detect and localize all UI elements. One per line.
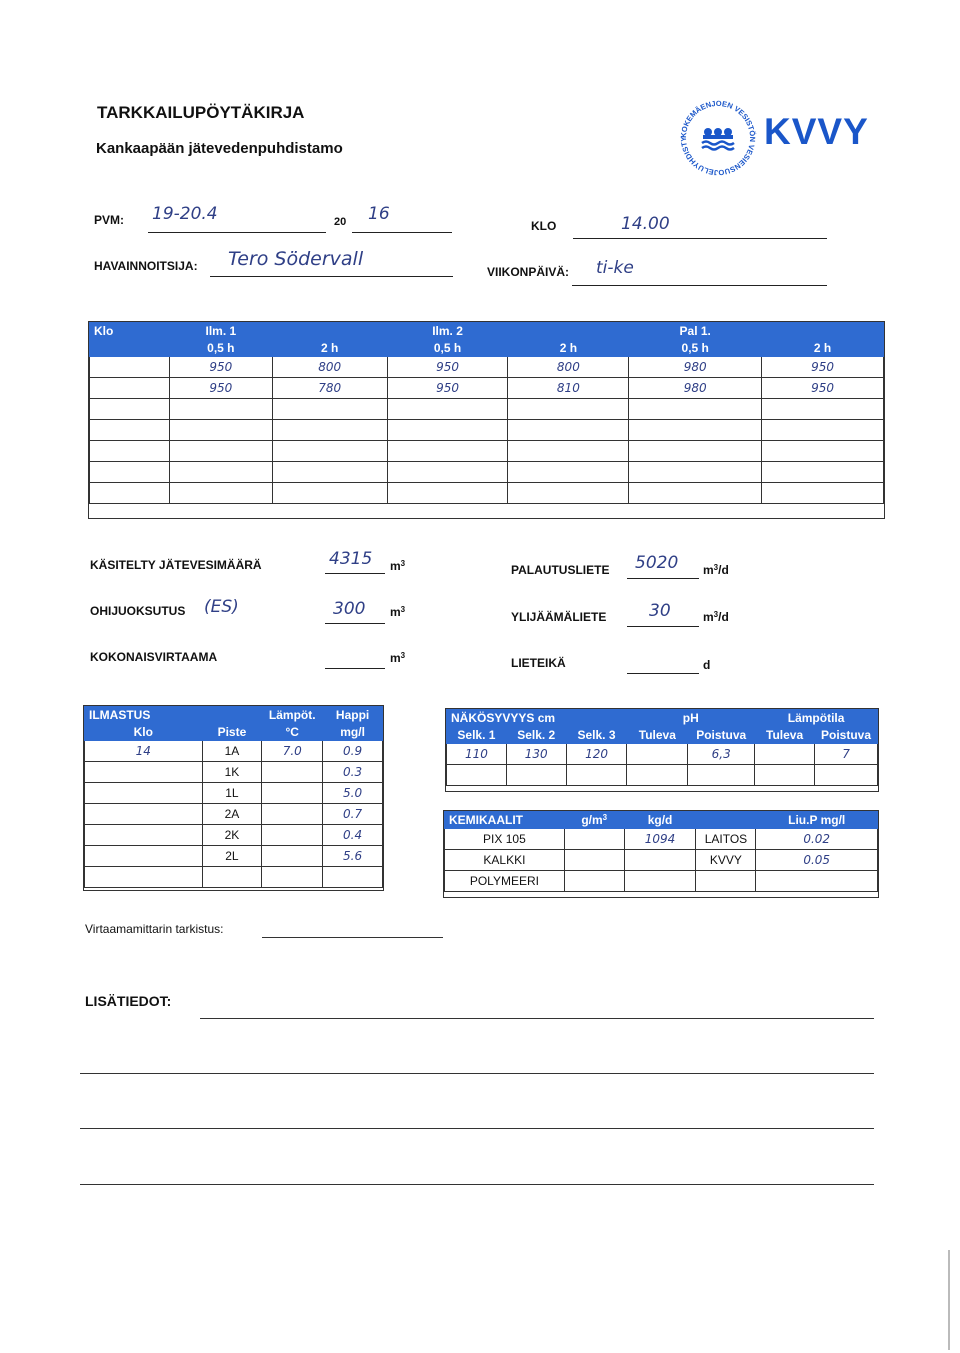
ilm-cell[interactable] (762, 441, 884, 462)
ilmastus-lampo-label: Lämpöt. (262, 707, 323, 724)
chem-liup[interactable] (756, 871, 878, 892)
ohijuoksutus-unit: $m^3$ (390, 605, 406, 619)
viikonpaiva-field[interactable] (572, 254, 827, 286)
lampo-poistuva-value[interactable]: 7 (815, 744, 878, 765)
ilmastus-piste-cell: 2A (202, 804, 262, 825)
ilm-cell[interactable] (762, 483, 884, 504)
ilm-cell[interactable] (90, 399, 170, 420)
pvm-label: PVM: (94, 213, 124, 227)
ilm-cell[interactable] (169, 483, 272, 504)
kemikaalit-title: KEMIKAALIT (445, 812, 565, 829)
ilm-cell[interactable] (762, 462, 884, 483)
ilmastus-happi-unit: mg/l (323, 724, 383, 741)
ilm-cell[interactable] (272, 420, 387, 441)
nakosyvyys-table (446, 709, 878, 786)
ilm-cell[interactable]: 810 (508, 378, 629, 399)
ilmastus-lampo-cell[interactable]: 7.0 (262, 741, 323, 762)
kemikaalit-kgd-label: kg/d (624, 812, 696, 829)
ilmastus-piste-cell: 1L (202, 783, 262, 804)
selk1-value[interactable]: 110 (447, 744, 507, 765)
ilm-sub-ilm2-05: 0,5 h (387, 340, 508, 357)
ilm-sub-ilm2-2: 2 h (508, 340, 629, 357)
havainnoitsija-label: HAVAINNOITSIJA: (94, 259, 198, 273)
pvm-field[interactable] (148, 200, 326, 233)
ylijaamaliete-value: 30 (649, 601, 671, 621)
palautusliete-label: PALAUTUSLIETE (511, 563, 610, 577)
ilm-cell[interactable] (169, 441, 272, 462)
selk1-label: Selk. 1 (447, 727, 507, 744)
ilmastus-piste-cell: 2L (202, 846, 262, 867)
ilm-sub-klo (90, 340, 170, 357)
ilm-cell[interactable] (272, 462, 387, 483)
ph-tuleva-value[interactable] (627, 744, 688, 765)
selk3-value[interactable]: 120 (566, 744, 627, 765)
chem-liup[interactable]: 0.05 (756, 850, 878, 871)
ilm-sub-ilm1-2: 2 h (272, 340, 387, 357)
ilmastus-title: ILMASTUS (85, 707, 203, 724)
ilmastus-piste-cell: 2K (202, 825, 262, 846)
seal-text: KOKEMÄENJOEN VESISTÖN VESIENSUOJELUYHDISTY (678, 98, 758, 178)
ylijaamaliete-field[interactable] (627, 600, 699, 627)
selk2-label: Selk. 2 (506, 727, 566, 744)
ilmastus-klo-cell[interactable] (85, 825, 203, 846)
chem-liup[interactable]: 0.02 (756, 829, 878, 850)
palautusliete-field[interactable] (627, 552, 699, 579)
ilm-cell[interactable] (90, 420, 170, 441)
ilm-cell[interactable] (90, 357, 170, 378)
lisatiedot-label: LISÄTIEDOT: (85, 993, 172, 1009)
plant-name: Kankaapään jätevedenpuhdistamo (96, 140, 343, 157)
chem-laitos: KVVY (696, 850, 756, 871)
ilm-cell[interactable] (169, 420, 272, 441)
ilmastus-happi-cell[interactable]: 0.9 (323, 741, 383, 762)
ilm-cell[interactable]: 780 (272, 378, 387, 399)
ilm-cell[interactable]: 800 (272, 357, 387, 378)
form-title: TARKKAILUPÖYTÄKIRJA (97, 103, 305, 122)
ilm-cell[interactable] (169, 462, 272, 483)
chem-gm3[interactable] (564, 850, 624, 871)
lampo-tuleva-value[interactable] (755, 744, 815, 765)
ilmastus-lampo-cell[interactable] (262, 825, 323, 846)
ilm-table (89, 322, 884, 504)
ilmastus-empty-cell[interactable] (323, 867, 383, 888)
ilm-header-klo: Klo (90, 323, 170, 340)
ilmastus-klo-cell[interactable] (85, 783, 203, 804)
lieteika-unit: d (703, 658, 711, 672)
ilm-header-blank3 (762, 323, 884, 340)
ilm-cell[interactable] (629, 420, 762, 441)
ylijaamaliete-unit: $m^3/d$ (703, 610, 729, 624)
ilmastus-piste-label: Piste (202, 724, 262, 741)
ilm-cell[interactable] (387, 399, 508, 420)
nakosyvyys-empty-cell[interactable] (755, 765, 815, 786)
kasitelty-value: 4315 (329, 549, 373, 569)
ilmastus-blank (202, 707, 262, 724)
chem-name: POLYMEERI (445, 871, 565, 892)
ilm-cell[interactable] (629, 441, 762, 462)
selk3-label: Selk. 3 (566, 727, 627, 744)
ilmastus-klo-cell[interactable] (85, 804, 203, 825)
ilm-cell[interactable]: 950 (169, 357, 272, 378)
lampo-poistuva-label: Poistuva (815, 727, 878, 744)
ilm-sub-ilm1-05: 0,5 h (169, 340, 272, 357)
klo-field[interactable] (573, 208, 827, 239)
ilmastus-happi-cell[interactable]: 5.6 (323, 846, 383, 867)
ilm-cell[interactable]: 950 (169, 378, 272, 399)
ilmastus-lampo-cell[interactable] (262, 804, 323, 825)
ilm-header-ilm1: Ilm. 1 (169, 323, 272, 340)
nakosyvyys-title: NÄKÖSYVYYS cm (447, 710, 627, 727)
ilmastus-table (84, 706, 383, 888)
ilm-cell[interactable] (272, 399, 387, 420)
ilm-cell[interactable] (508, 441, 629, 462)
ilmastus-klo-label: Klo (85, 724, 203, 741)
kokonaisvirtaama-label: KOKONAISVIRTAAMA (90, 650, 218, 664)
palautusliete-unit: $m^3/d$ (703, 563, 729, 577)
ilm-sub-pal1-2: 2 h (762, 340, 884, 357)
chem-laitos: LAITOS (696, 829, 756, 850)
ilm-cell[interactable] (508, 483, 629, 504)
ilmastus-klo-cell[interactable]: 14 (85, 741, 203, 762)
chem-gm3[interactable] (564, 871, 624, 892)
havainnoitsija-value: Tero Södervall (228, 248, 364, 270)
ilm-cell[interactable] (629, 483, 762, 504)
nakosyvyys-empty-cell[interactable] (566, 765, 627, 786)
ilm-cell[interactable]: 980 (629, 357, 762, 378)
kasitelty-label: KÄSITELTY JÄTEVESIMÄÄRÄ (90, 558, 262, 572)
ilm-cell[interactable] (629, 399, 762, 420)
chem-kgd[interactable] (624, 850, 696, 871)
nakosyvyys-empty-cell[interactable] (447, 765, 507, 786)
ilmastus-lampo-unit: °C (262, 724, 323, 741)
ilm-cell[interactable] (90, 378, 170, 399)
kemikaalit-gm3-label: $g/m^3$ (564, 812, 624, 829)
ilm-cell[interactable] (387, 462, 508, 483)
ilmastus-happi-label: Happi (323, 707, 383, 724)
kvvy-seal-logo (676, 96, 760, 180)
ilm-cell[interactable] (387, 420, 508, 441)
ilm-cell[interactable]: 950 (762, 357, 884, 378)
ilm-header-ilm2: Ilm. 2 (387, 323, 508, 340)
ph-poistuva-label: Poistuva (688, 727, 755, 744)
ilm-cell[interactable]: 980 (629, 378, 762, 399)
ilm-cell[interactable]: 950 (762, 378, 884, 399)
ilmastus-lampo-cell[interactable] (262, 762, 323, 783)
ilm-cell[interactable] (387, 441, 508, 462)
ilm-sub-pal1-05: 0,5 h (629, 340, 762, 357)
ilmastus-piste-cell: 1A (202, 741, 262, 762)
year-prefix: 20 (334, 216, 347, 228)
ilm-cell[interactable]: 950 (387, 357, 508, 378)
lisatiedot-line[interactable] (80, 1073, 874, 1074)
ilm-cell[interactable] (90, 462, 170, 483)
kvvy-logo-text: KVVY (764, 111, 869, 152)
nakosyvyys-empty-cell[interactable] (506, 765, 566, 786)
ilmastus-happi-cell[interactable]: 0.4 (323, 825, 383, 846)
ph-tuleva-label: Tuleva (627, 727, 688, 744)
ilm-cell[interactable] (272, 483, 387, 504)
kemikaalit-liup-label: Liu.P mg/l (756, 812, 878, 829)
ilm-cell[interactable] (508, 462, 629, 483)
ilm-cell[interactable] (508, 399, 629, 420)
year-field[interactable] (352, 200, 452, 233)
ohijuoksutus-note: (ES) (204, 597, 239, 617)
ilm-cell[interactable] (272, 441, 387, 462)
chem-name: PIX 105 (445, 829, 565, 850)
ilmastus-piste-cell: 1K (202, 762, 262, 783)
ilm-header-blank2 (508, 323, 629, 340)
kemikaalit-table (444, 811, 878, 892)
ilmastus-lampo-cell[interactable] (262, 846, 323, 867)
lieteika-label: LIETEIKÄ (511, 656, 566, 670)
ilmastus-lampo-cell[interactable] (262, 783, 323, 804)
ilm-cell[interactable] (762, 420, 884, 441)
lampotila-label: Lämpötila (755, 710, 878, 727)
kasitelty-unit: $m^3$ (390, 559, 406, 573)
viikonpaiva-value: ti-ke (596, 258, 634, 278)
ilm-cell[interactable] (629, 462, 762, 483)
ilmastus-happi-cell[interactable]: 5.0 (323, 783, 383, 804)
ilmastus-empty-cell[interactable] (202, 867, 262, 888)
scan-edge (948, 1250, 950, 1350)
tarkistus-field[interactable] (262, 937, 443, 938)
ohijuoksutus-label: OHIJUOKSUTUS (90, 604, 186, 618)
kokonaisvirtaama-unit: $m^3$ (390, 651, 406, 665)
kasitelty-field[interactable] (325, 548, 385, 574)
ph-poistuva-value[interactable]: 6,3 (688, 744, 755, 765)
ohijuoksutus-field[interactable] (325, 598, 385, 624)
lampo-tuleva-label: Tuleva (755, 727, 815, 744)
ilm-cell[interactable] (387, 483, 508, 504)
ilmastus-empty-cell[interactable] (262, 867, 323, 888)
ilm-cell[interactable]: 950 (387, 378, 508, 399)
tarkistus-label: Virtaamamittarin tarkistus: (85, 922, 224, 936)
klo-label: KLO (531, 219, 557, 233)
year-value: 16 (368, 204, 390, 224)
ilmastus-klo-cell[interactable] (85, 846, 203, 867)
lisatiedot-line[interactable] (200, 1018, 874, 1019)
ilmastus-empty-cell[interactable] (85, 867, 203, 888)
ohijuoksutus-value: 300 (333, 599, 366, 619)
pvm-value: 19-20.4 (152, 204, 218, 224)
ilm-cell[interactable] (762, 399, 884, 420)
ilm-cell[interactable] (169, 399, 272, 420)
lieteika-field[interactable] (627, 648, 699, 674)
kokonaisvirtaama-field[interactable] (325, 643, 385, 669)
ilm-cell[interactable]: 800 (508, 357, 629, 378)
kemikaalit-blank (696, 812, 756, 829)
ilmastus-happi-cell[interactable]: 0.7 (323, 804, 383, 825)
lisatiedot-line[interactable] (80, 1128, 874, 1129)
chem-laitos (696, 871, 756, 892)
nakosyvyys-empty-cell[interactable] (688, 765, 755, 786)
ilmastus-klo-cell[interactable] (85, 762, 203, 783)
palautusliete-value: 5020 (635, 553, 679, 573)
chem-kgd[interactable]: 1094 (624, 829, 696, 850)
ilm-cell[interactable] (508, 420, 629, 441)
chem-name: KALKKI (445, 850, 565, 871)
klo-value: 14.00 (621, 214, 670, 234)
ilm-cell[interactable] (90, 441, 170, 462)
ylijaamaliete-label: YLIJÄÄMÄLIETE (511, 610, 607, 624)
nakosyvyys-empty-cell[interactable] (815, 765, 878, 786)
nakosyvyys-empty-cell[interactable] (627, 765, 688, 786)
ilmastus-happi-cell[interactable]: 0.3 (323, 762, 383, 783)
ilm-cell[interactable] (90, 483, 170, 504)
viikonpaiva-label: VIIKONPÄIVÄ: (487, 265, 570, 279)
ph-label: pH (627, 710, 755, 727)
ilm-header-blank1 (272, 323, 387, 340)
selk2-value[interactable]: 130 (506, 744, 566, 765)
ilm-header-pal1: Pal 1. (629, 323, 762, 340)
chem-kgd[interactable] (624, 871, 696, 892)
chem-gm3[interactable] (564, 829, 624, 850)
lisatiedot-line[interactable] (80, 1184, 874, 1185)
havainnoitsija-field[interactable] (210, 244, 453, 277)
